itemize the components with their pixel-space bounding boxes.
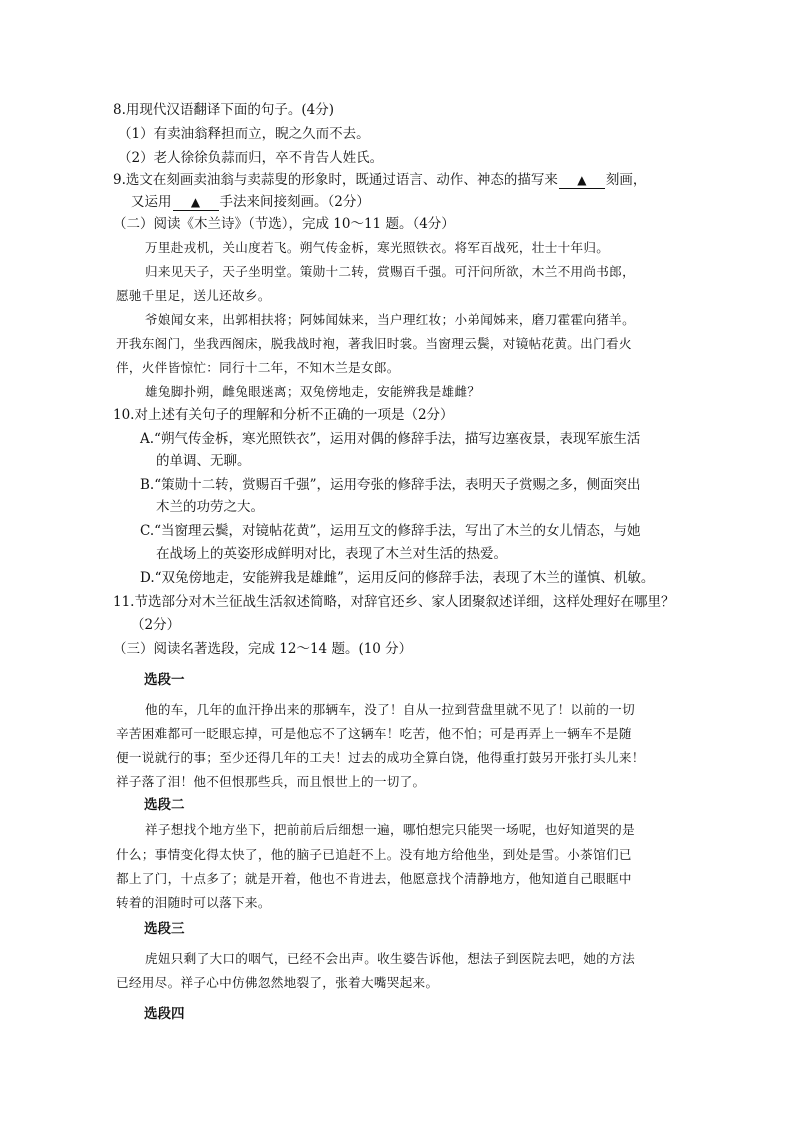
q11-score: （2分） (131, 617, 181, 633)
q9-blank-2: ▲ (173, 194, 219, 211)
q10-option-a: A.“朔气传金柝，寒光照铁衣”，运用对偶的修辞手法，描写边塞夜景，表现军旅生活 (140, 431, 641, 447)
poem-line: 万里赴戎机，关山度若飞。朔气传金柝，寒光照铁衣。将军百战死，壮士十年归。 (145, 240, 610, 255)
q11-stem: 11.节选部分对木兰征战生活叙述简略，对辞官还乡、家人团聚叙述详细，这样处理好在哪里？ (113, 594, 675, 610)
section2-heading: （二）阅读《木兰诗》（节选），完成 10～11 题。（4分） (113, 216, 455, 232)
poem-line: 爷娘闻女来，出郭相扶将；阿姊闻妹来，当户理红妆；小弟闻姊来，磨刀霍霍向猪羊。 (145, 312, 635, 327)
q9-text-1: 9.选文在刻画卖油翁与卖蒜叟的形象时，既通过语言、动作、神态的描写来 (113, 172, 558, 188)
poem-line: 归来见天子，天子坐明堂。策勋十二转，赏赐百千强。可汗问所欲，木兰不用尚书郎， (145, 264, 635, 279)
segment-2-line: 什么；事情变化得太快了，他的脑子已追赶不上。没有地方给他坐，到处是雪。小茶馆们已 (116, 847, 632, 862)
q10-option-c-cont: 在战场上的英姿形成鲜明对比，表现了木兰对生活的热爱。 (156, 546, 507, 562)
q8-sentence-1: （1）有卖油翁释担而立，睨之久而不去。 (118, 126, 370, 142)
poem-line: 开我东阁门，坐我西阁床，脱我战时袍，著我旧时裳。当窗理云鬓，对镜帖花黄。出门看火 (116, 336, 632, 351)
q10-option-d: D.“双兔傍地走，安能辨我是雄雌”，运用反问的修辞手法，表现了木兰的谨慎、机敏。 (140, 570, 655, 586)
q9-line-1 (113, 170, 646, 190)
segment-3-line: 虎妞只剩了大口的咽气，已经不会出声。收生婆告诉他，想法子到医院去吧，她的方法 (145, 951, 635, 966)
poem-line: 雄兔脚扑朔，雌兔眼迷离；双兔傍地走，安能辨我是雄雌？ (145, 384, 481, 399)
segment-3-line: 已经用尽。祥子心中仿佛忽然地裂了，张着大嘴哭起来。 (116, 975, 439, 990)
q10-option-c: C.“当窗理云鬓，对镜帖花黄”，运用互文的修辞手法，写出了木兰的女儿情态，与她 (140, 523, 641, 539)
q10-option-b: B.“策勋十二转，赏赐百千强”，运用夸张的修辞手法，表明天子赏赐之多，侧面突出 (140, 477, 641, 493)
segment-2-line: 转着的泪随时可以落下来。 (116, 895, 271, 910)
segment-1-line: 他的车，几年的血汗挣出来的那辆车，没了！自从一拉到营盘里就不见了！以前的一切 (145, 702, 635, 717)
poem-line: 愿驰千里足，送儿还故乡。 (116, 288, 271, 303)
q10-stem: 10.对上述有关句子的理解和分析不正确的一项是（2分） (113, 407, 454, 423)
segment-4-title: 选段四 (144, 1006, 185, 1022)
q8-sentence-2: （2）老人徐徐负蒜而归，卒不肯告人姓氏。 (118, 150, 384, 166)
q9-blank-1: ▲ (559, 172, 605, 189)
segment-2-line: 都上了门，十点多了；就是开着，他也不肯进去，他愿意找个清静地方，他知道自己眼眶中 (116, 871, 632, 886)
segment-2-line: 祥子想找个地方坐下，把前前后后细想一遍，哪怕想完只能哭一场呢，也好知道哭的是 (145, 822, 635, 837)
poem-line: 伴，火伴皆惊忙：同行十二年，不知木兰是女郎。 (116, 360, 400, 375)
q10-option-b-cont: 木兰的功劳之大。 (156, 499, 264, 515)
section3-heading: （三）阅读名著选段，完成 12～14 题。(10 分） (113, 641, 413, 657)
segment-1-line: 祥子落了泪！他不但恨那些兵，而且恨世上的一切了。 (116, 774, 426, 789)
segment-2-title: 选段二 (144, 797, 185, 813)
segment-1-title: 选段一 (144, 672, 185, 688)
q9-text-4: 手法来间接刻画。（2分） (219, 194, 370, 210)
segment-1-line: 便一说就行的事；至少还得几年的工夫！过去的成功全算白饶，他得重打鼓另开张打头儿来！ (116, 750, 645, 765)
q10-option-a-cont: 的单调、无聊。 (156, 453, 251, 469)
q9-line-2 (131, 192, 370, 212)
q8-stem: 8.用现代汉语翻译下面的句子。(4分) (113, 102, 335, 118)
segment-1-line: 辛苦困难都可一眨眼忘掉，可是他忘不了这辆车！吃苦，他不怕；可是再弄上一辆车不是随 (116, 726, 632, 741)
q9-text-3: 又运用 (131, 194, 172, 210)
segment-3-title: 选段三 (144, 921, 185, 937)
q9-text-2: 刻画， (605, 172, 647, 188)
